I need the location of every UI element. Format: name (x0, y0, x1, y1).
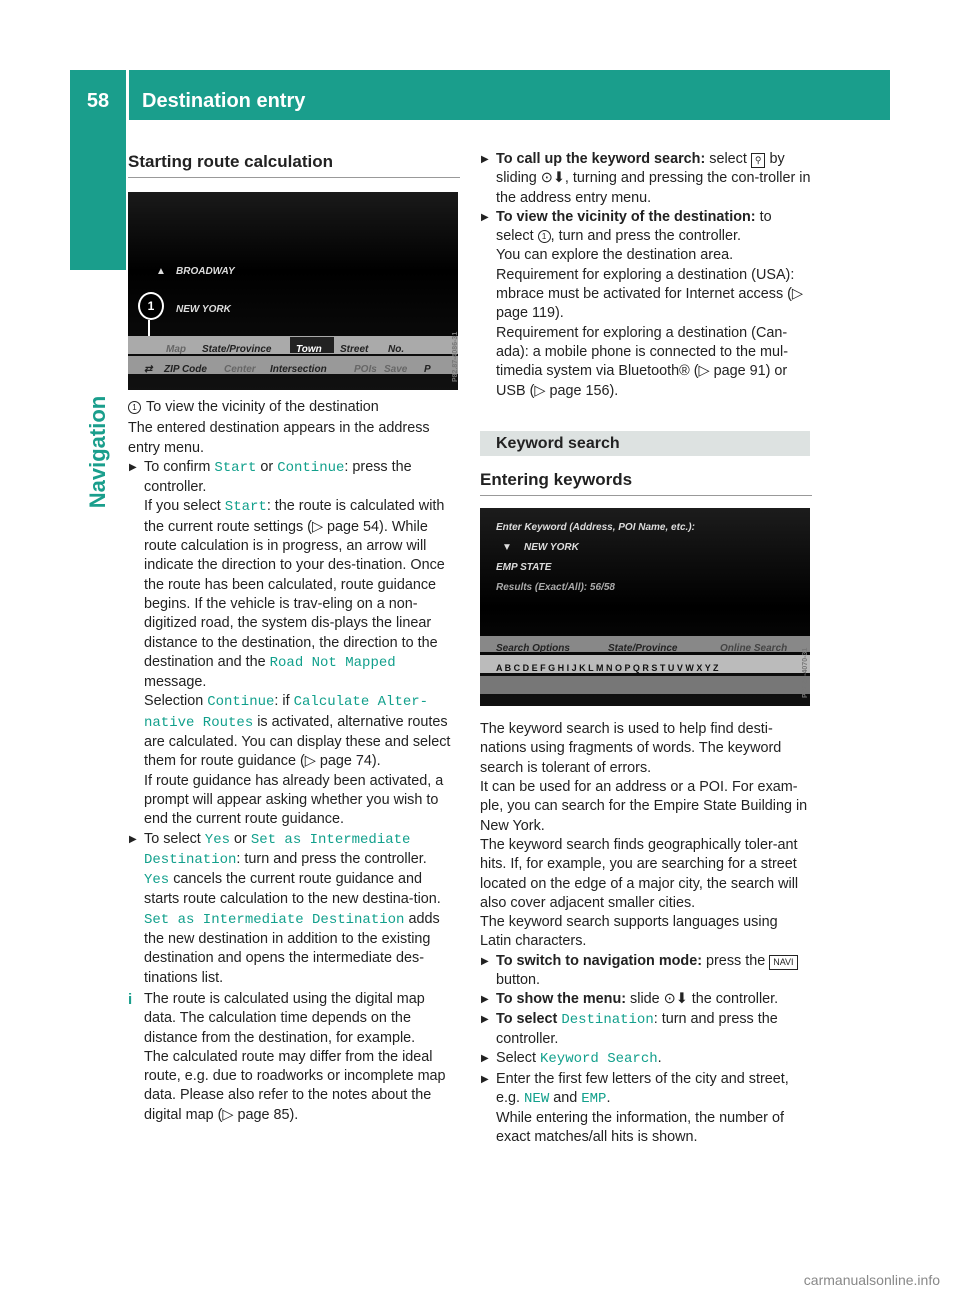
screenshot-route-menu: ▲ BROADWAY NEW YORK 1 Map State/Province Town Street No. ⇄ ZIP Code Center Intersection POIs Save P P82.87-4086-31 (128, 192, 458, 390)
heading-starting-route: Starting route calculation (128, 150, 460, 178)
header-divider (126, 70, 129, 120)
triangle-icon: ▼ (502, 542, 512, 554)
step-arrow-icon: ▶ (481, 955, 489, 967)
step-arrow-icon: ▶ (481, 211, 489, 223)
step-vicinity: ▶ To view the vicinity of the destination: to select 1 , turn and press the controller. You can explore the destination area. Requirement for exploring a destination (USA): mbrace must be activated for Internet access (▷ page 119). Requirement for exploring a destination (Can-ada): a mobile phone is connected to the mul-timedia system via Bluetooth® (▷ page 91) or USB (▷ page 156). (481, 208, 804, 399)
step-enter-letters: ▶ Enter the first few letters of the city and street, e.g. NEW and EMP. While entering the information, the number of exact matches/all hits is shown. (481, 1070, 789, 1146)
step-arrow-icon: ▶ (481, 1073, 489, 1085)
step-select-keyword: ▶ Select Keyword Search. (481, 1050, 662, 1068)
step-keyword-call: ▶ To call up the keyword search: select ⚲ by sliding ⊙⬇, turning and pressing the con-troller in the address entry menu. (481, 151, 811, 206)
step-confirm: ▶ To confirm Start or Continue: press the controller. If you select Start: the route is calculated with the current route settings (▷ page 54). While route calculation is in progress, an arrow will indicate the direction to your des-tination. Once the route has been calculated, route guidance begins. If the vehicle is trav-eling on a non-digitized road, the system dis-plays the linear distance to the destination, the direction to the destination and the Road Not Mapped message. Selection Continue: if Calculate Alter‐native Routes is activated, alternative routes are calculated. You can display these and select them for route guidance (▷ page 74). If route guidance has already been activated, a prompt will appear asking whether you wish to end the current route guidance. (129, 458, 451, 828)
side-tab (70, 120, 126, 270)
marker-1: 1 (138, 292, 164, 320)
paragraph-2: It can be used for an address or a POI. For exam-ple, you can search for the Empire State Building in New York. (480, 779, 808, 834)
step-select-yes: ▶ To select Yes or Set as Intermediate Destination: turn and press the controller. Yes cancels the current route guidance and starts route calculation to the new destina-tion. Set as Intermediate Destination adds the new destination in addition to the existing destination and opens the intermediate des-tinations list. (129, 830, 441, 986)
step-arrow-icon: ▶ (481, 154, 489, 165)
paragraph-3: The keyword search finds geographically toler-ant hits. If, for example, you are searching for a street located on the edge of a major city, the search will also cover adjacent smaller cities. (480, 836, 799, 911)
step-show-menu: ▶ To show the menu: slide ⊙⬇ the controller. (480, 990, 812, 1009)
swap-icon: ⇄ (144, 364, 153, 375)
paragraph-1: The keyword search is used to help find desti-nations using fragments of words. The keyword search is tolerant of errors. (480, 721, 782, 776)
letter-keyboard: A B C D E F G H I J K L M N O P Q R S T U V W X Y Z (496, 663, 719, 674)
step-arrow-icon: ▶ (481, 1013, 489, 1025)
intro-paragraph: The entered destination appears in the address entry menu. (128, 420, 430, 456)
left-column (128, 150, 460, 1125)
search-icon: ⚲ (751, 153, 766, 168)
navi-button-icon: NAVI (769, 955, 797, 970)
triangle-icon: ▲ (156, 266, 166, 277)
step-navi-mode: ▶ To switch to navigation mode: press the NAVI button. (480, 952, 812, 991)
info-note: i The route is calculated using the digital map data. The calculation time depends on the distance from the destination, for example. The calculated route may differ from the ideal route, e.g. due to roadworks or incomplete map data. Please also refer to the notes about the digital map (▷ page 85). (128, 990, 446, 1123)
step-arrow-icon: ▶ (481, 994, 489, 1006)
footer-watermark: carmanualsonline.info (803, 1272, 940, 1288)
step-arrow-icon: ▶ (129, 833, 137, 845)
page-number: 58 (86, 90, 110, 112)
info-icon: i (128, 990, 133, 1008)
page-header (70, 70, 890, 120)
header-title: Destination entry (142, 90, 306, 112)
caption-1: 1 To view the vicinity of the destination (128, 398, 460, 417)
step-arrow-icon: ▶ (481, 1053, 489, 1065)
step-select-destination: ▶ To select Destination: turn and press the controller. (481, 1010, 778, 1047)
step-arrow-icon: ▶ (129, 461, 137, 473)
heading-entering-keywords: Entering keywords (480, 468, 812, 496)
keyword-search-banner: Keyword search (480, 431, 810, 456)
right-column (480, 150, 812, 1148)
paragraph-4: The keyword search supports languages using Latin characters. (480, 914, 778, 950)
screenshot-keyword-search: Enter Keyword (Address, POI Name, etc.): ▼ NEW YORK EMP STATE Results (Exact/All): 56/58 Search Options State/Province Online Search A B C D E F G H I J K L M N O P Q R S T U V W X Y Z P82.87-4070-31 (480, 508, 810, 706)
section-label: Navigation (85, 395, 110, 509)
